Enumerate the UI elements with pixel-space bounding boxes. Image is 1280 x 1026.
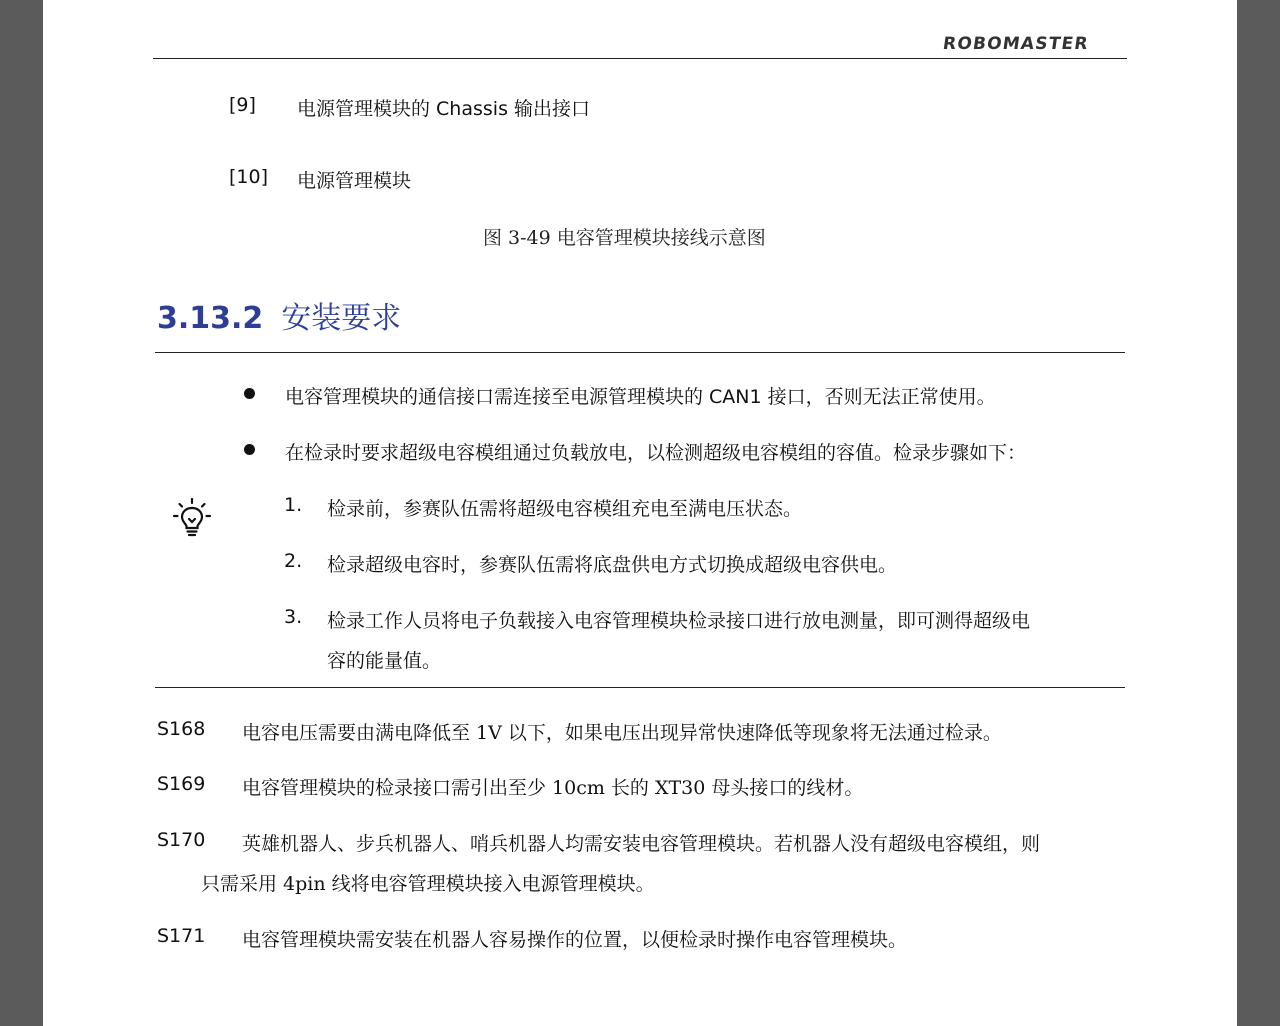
tip-bullet-text: 在检录时要求超级电容模组通过负载放电，以检测超级电容模组的容值。检录步骤如下：: [285, 442, 1027, 464]
rule-id: S168: [157, 718, 206, 740]
tip-top-rule: [155, 352, 1125, 353]
rule-id: S169: [157, 773, 206, 795]
step-number: 3.: [284, 606, 303, 628]
bullet-dot: [244, 444, 255, 455]
rule-id: S170: [157, 829, 206, 851]
rule-text: 电容管理模块需安装在机器人容易操作的位置，以便检录时操作电容管理模块。: [242, 929, 908, 951]
step-text: 检录工作人员将电子负载接入电容管理模块检录接口进行放电测量，即可测得超级电: [327, 610, 1031, 632]
step-text: 检录超级电容时，参赛队伍需将底盘供电方式切换成超级电容供电。: [327, 554, 898, 576]
header-divider: [153, 58, 1127, 59]
step-text: 检录前，参赛队伍需将超级电容模组充电至满电压状态。: [327, 498, 803, 520]
figure-ref-number: [10]: [229, 166, 269, 188]
figure-ref-text: 电源管理模块: [297, 170, 412, 192]
tip-bullet-text: 电容管理模块的通信接口需连接至电源管理模块的 CAN1 接口，否则无法正常使用。: [285, 386, 996, 408]
step-number: 1.: [284, 494, 303, 516]
step-text-continued: 容的能量值。: [327, 650, 442, 672]
bullet-dot: [244, 388, 255, 399]
rule-text: 电容管理模块的检录接口需引出至少 10cm 长的 XT30 母头接口的线材。: [242, 777, 864, 799]
rule-text: 英雄机器人、步兵机器人、哨兵机器人均需安装电容管理模块。若机器人没有超级电容模组，则: [242, 833, 1041, 855]
section-number: 3.13.2: [157, 301, 264, 336]
lightbulb-icon: [171, 497, 213, 539]
tip-bottom-rule: [155, 687, 1125, 688]
figure-ref-number: [9]: [229, 94, 256, 116]
document-page: [43, 0, 1237, 1026]
section-title: 安装要求: [281, 301, 402, 336]
section-heading: [157, 293, 401, 337]
rule-text-continued: 只需采用 4pin 线将电容管理模块接入电源管理模块。: [201, 873, 655, 895]
robomaster-logo: ROBOMASTER: [941, 34, 1090, 54]
step-number: 2.: [284, 550, 303, 572]
rule-text: 电容电压需要由满电降低至 1V 以下，如果电压出现异常快速降低等现象将无法通过检录。: [242, 722, 1002, 744]
figure-ref-text: 电源管理模块的 Chassis 输出接口: [297, 98, 591, 120]
rule-id: S171: [157, 925, 206, 947]
figure-caption: 图 3-49 电容管理模块接线示意图: [483, 227, 766, 249]
